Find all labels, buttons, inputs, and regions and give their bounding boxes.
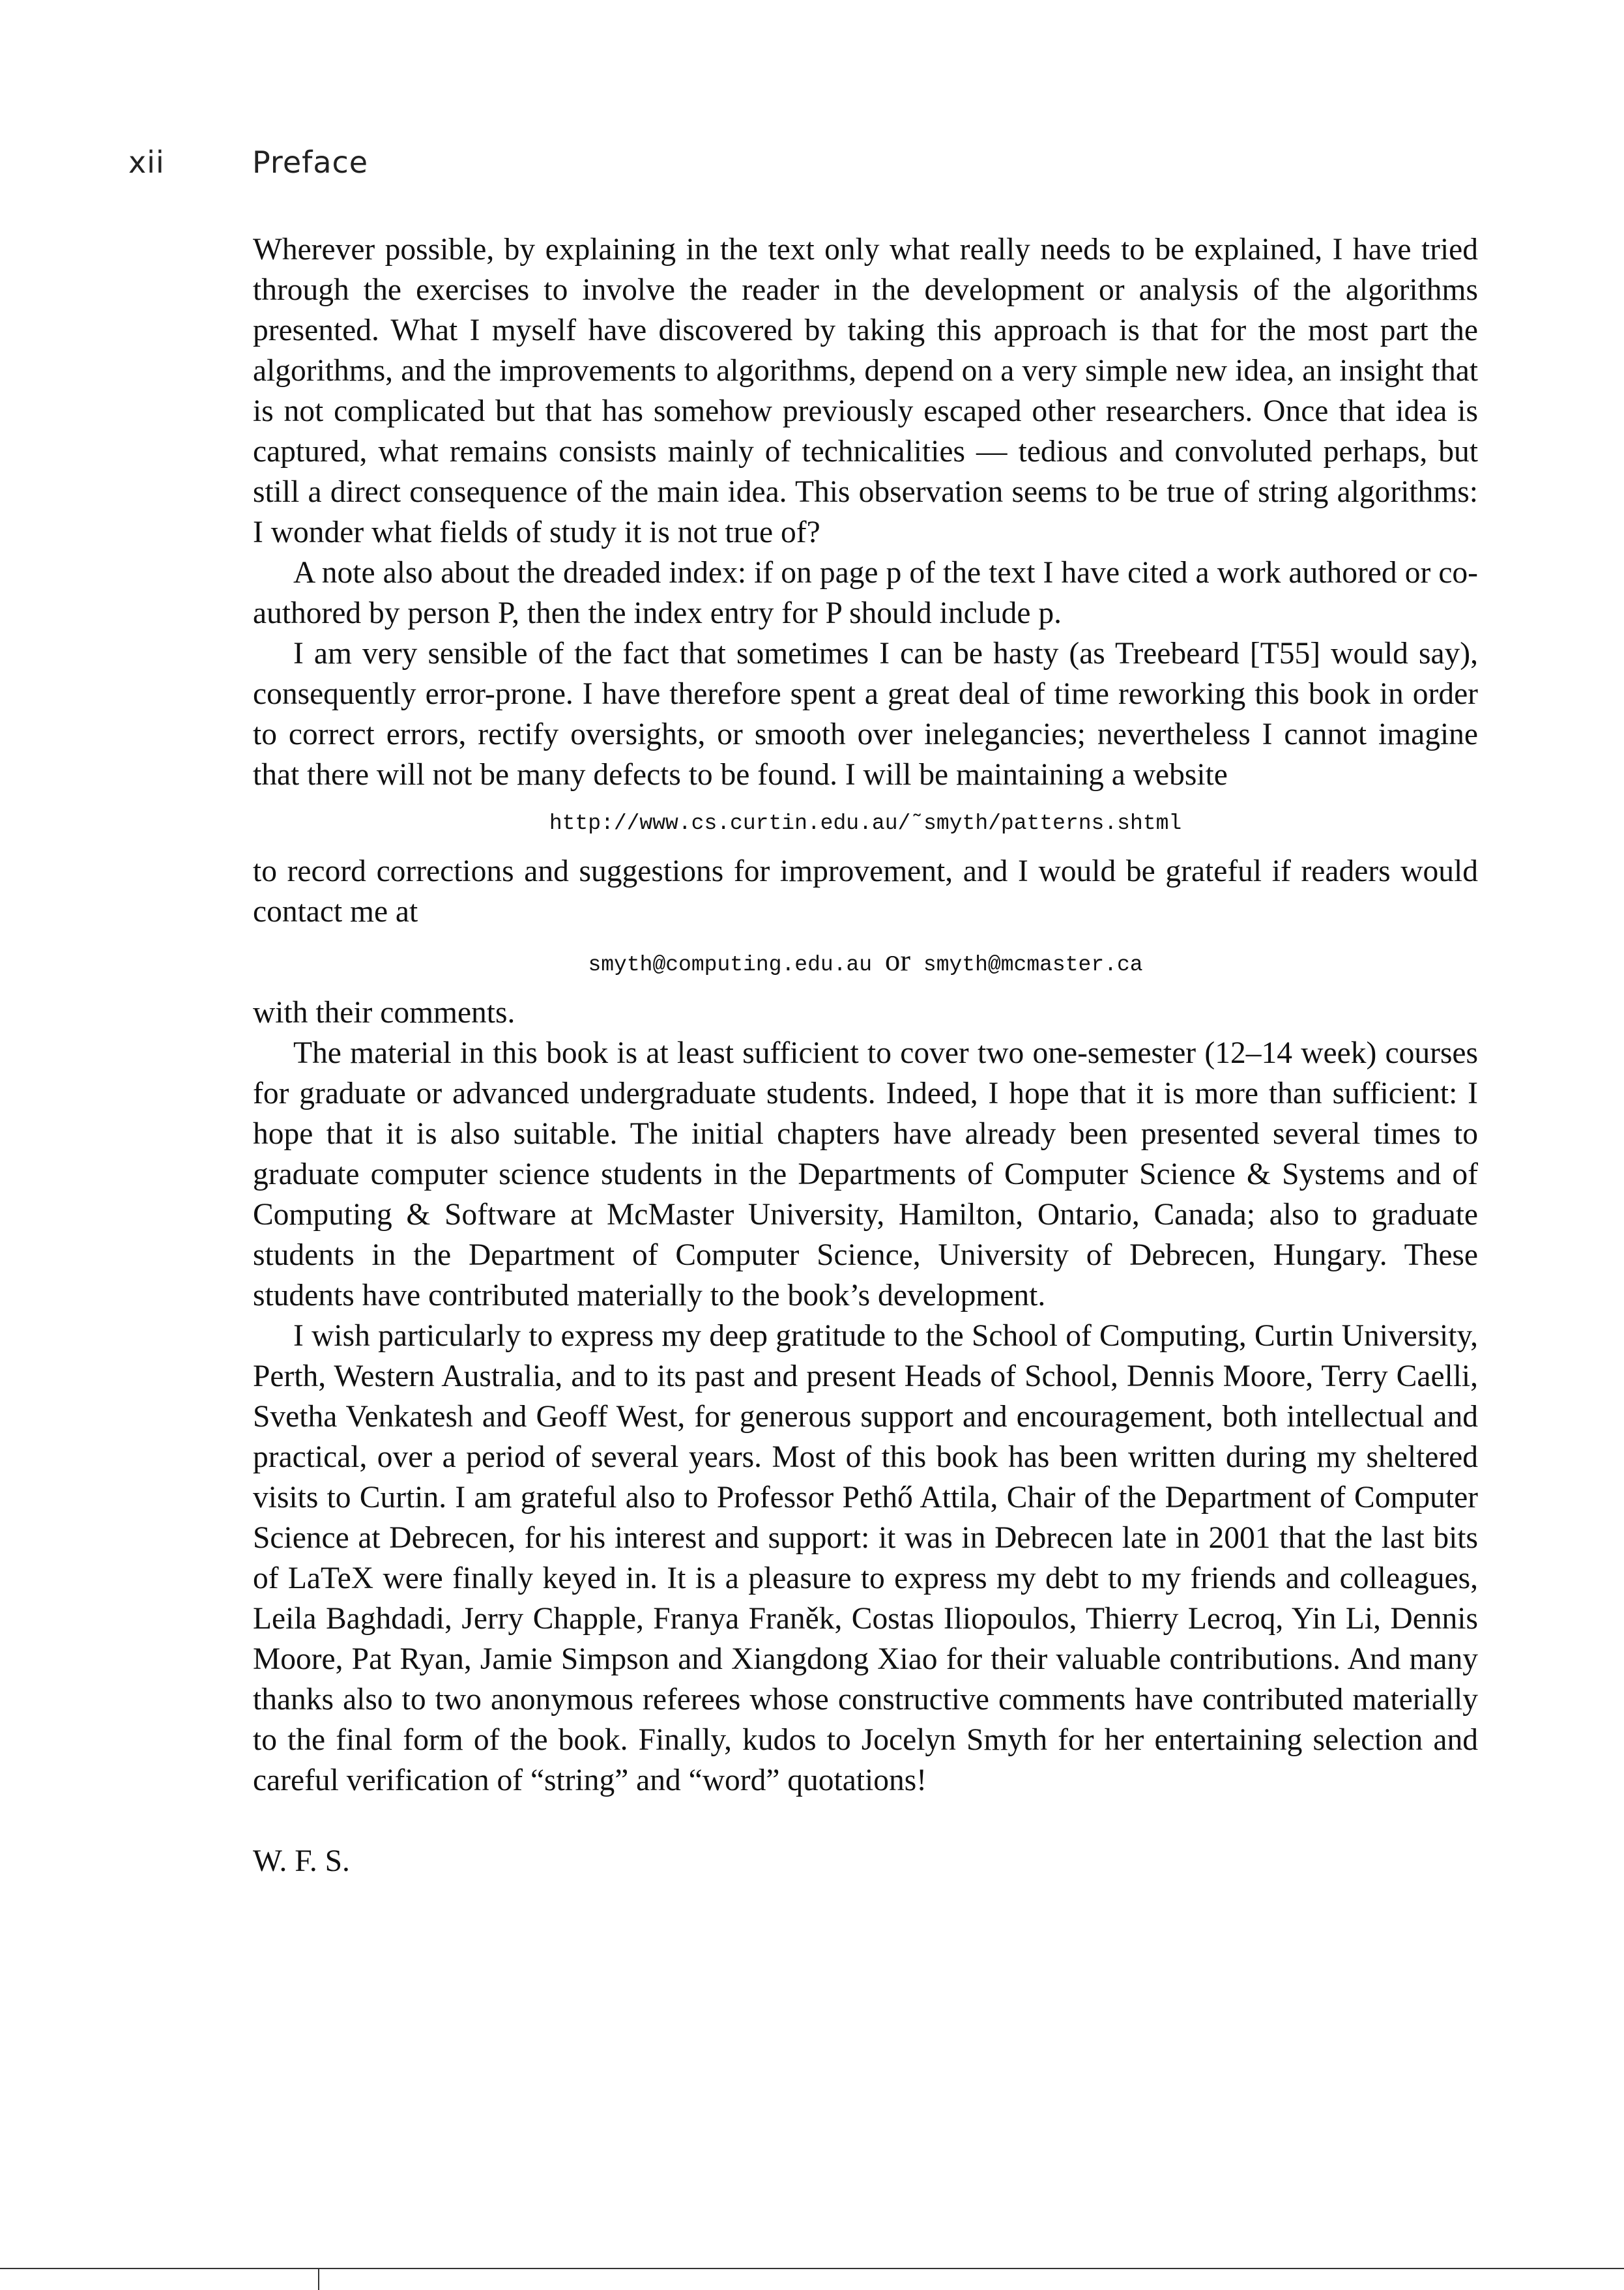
- page-number: xii: [128, 145, 165, 180]
- preface-body: [253, 229, 1478, 1881]
- email-mcmaster[interactable]: smyth@mcmaster.ca: [923, 953, 1143, 977]
- paragraph-exercises: Wherever possible, by explaining in the text only what really needs to be explained, I have tried through the exercises to involve the reader in the development or analysis of the algorithms presented. What I myself have discovered by taking this approach is that for the most part the algorithms, and the improvements to algorithms, depend on a very simple new idea, an insight that is not complicated but that has somehow previously escaped other researchers. Once that idea is captured, what remains consists mainly of technicalities — tedious and convoluted perhaps, but still a direct consequence of the main idea. This observation seems to be true of string algorithms: I wonder what fields of study it is not true of?: [253, 233, 1478, 549]
- author-signature: W. F. S.: [253, 1844, 350, 1878]
- contact-emails: [253, 944, 1478, 978]
- email-separator: or: [884, 944, 911, 978]
- email-curtin[interactable]: smyth@computing.edu.au: [588, 953, 873, 977]
- paragraph-index-note: A note also about the dreaded index: if on page p of the text I have cited a work authored or co-authored by person P, then the index entry for P should include p.: [253, 556, 1478, 630]
- running-title: Preface: [252, 145, 369, 180]
- paragraph-corrections: to record corrections and suggestions for improvement, and I would be grateful if readers would contact me at: [253, 854, 1478, 929]
- bottom-rule: [0, 2268, 1624, 2269]
- paragraph-course-material: The material in this book is at least sufficient to cover two one-semester (12–14 week) courses for graduate or advanced undergraduate students. Indeed, I hope that it is more than sufficient: I hope that it is also suitable. The initial chapters have already been presented several times to graduate computer science students in the Departments of Computer Science & Systems and of Computing & Software at McMaster University, Hamilton, Ontario, Canada; also to graduate students in the Department of Computer Science, University of Debrecen, Hungary. These students have contributed materially to the book’s development.: [253, 1036, 1478, 1312]
- paragraph-acknowledgements: I wish particularly to express my deep gratitude to the School of Computing, Curtin University, Perth, Western Australia, and to its past and present Heads of School, Dennis Moore, Terry Caelli, Svetha Venkatesh and Geoff West, for generous support and encouragement, both intellectual and practical, over a period of several years. Most of this book has been written during my sheltered visits to Curtin. I am grateful also to Professor Pethő Attila, Chair of the Department of Computer Science at Debrecen, for his interest and support: it was in Debrecen late in 2001 that the last bits of LaTeX were finally keyed in. It is a pleasure to express my debt to my friends and colleagues, Leila Baghdadi, Jerry Chapple, Franya Franěk, Costas Iliopoulos, Thierry Lecroq, Yin Li, Dennis Moore, Pat Ryan, Jamie Simpson and Xiangdong Xiao for their valuable contributions. And many thanks also to two anonymous referees whose constructive comments have contributed materially to the final form of the book. Finally, kudos to Jocelyn Smyth for her entertaining selection and careful verification of “string” and “word” quotations!: [253, 1319, 1478, 1797]
- website-url[interactable]: http://www.cs.curtin.edu.au/˜smyth/patterns.shtml: [549, 811, 1182, 835]
- running-header: [128, 145, 368, 180]
- paragraph-errors: I am very sensible of the fact that sometimes I can be hasty (as Treebeard [T55] would say), consequently error-prone. I have therefore spent a great deal of time reworking this book in order to correct errors, rectify oversights, or smooth over inelegancies; nevertheless I cannot imagine that there will not be many defects to be found. I will be maintaining a website: [253, 637, 1478, 792]
- bottom-rule-tick: [318, 2268, 319, 2290]
- paragraph-comments: with their comments.: [253, 996, 515, 1030]
